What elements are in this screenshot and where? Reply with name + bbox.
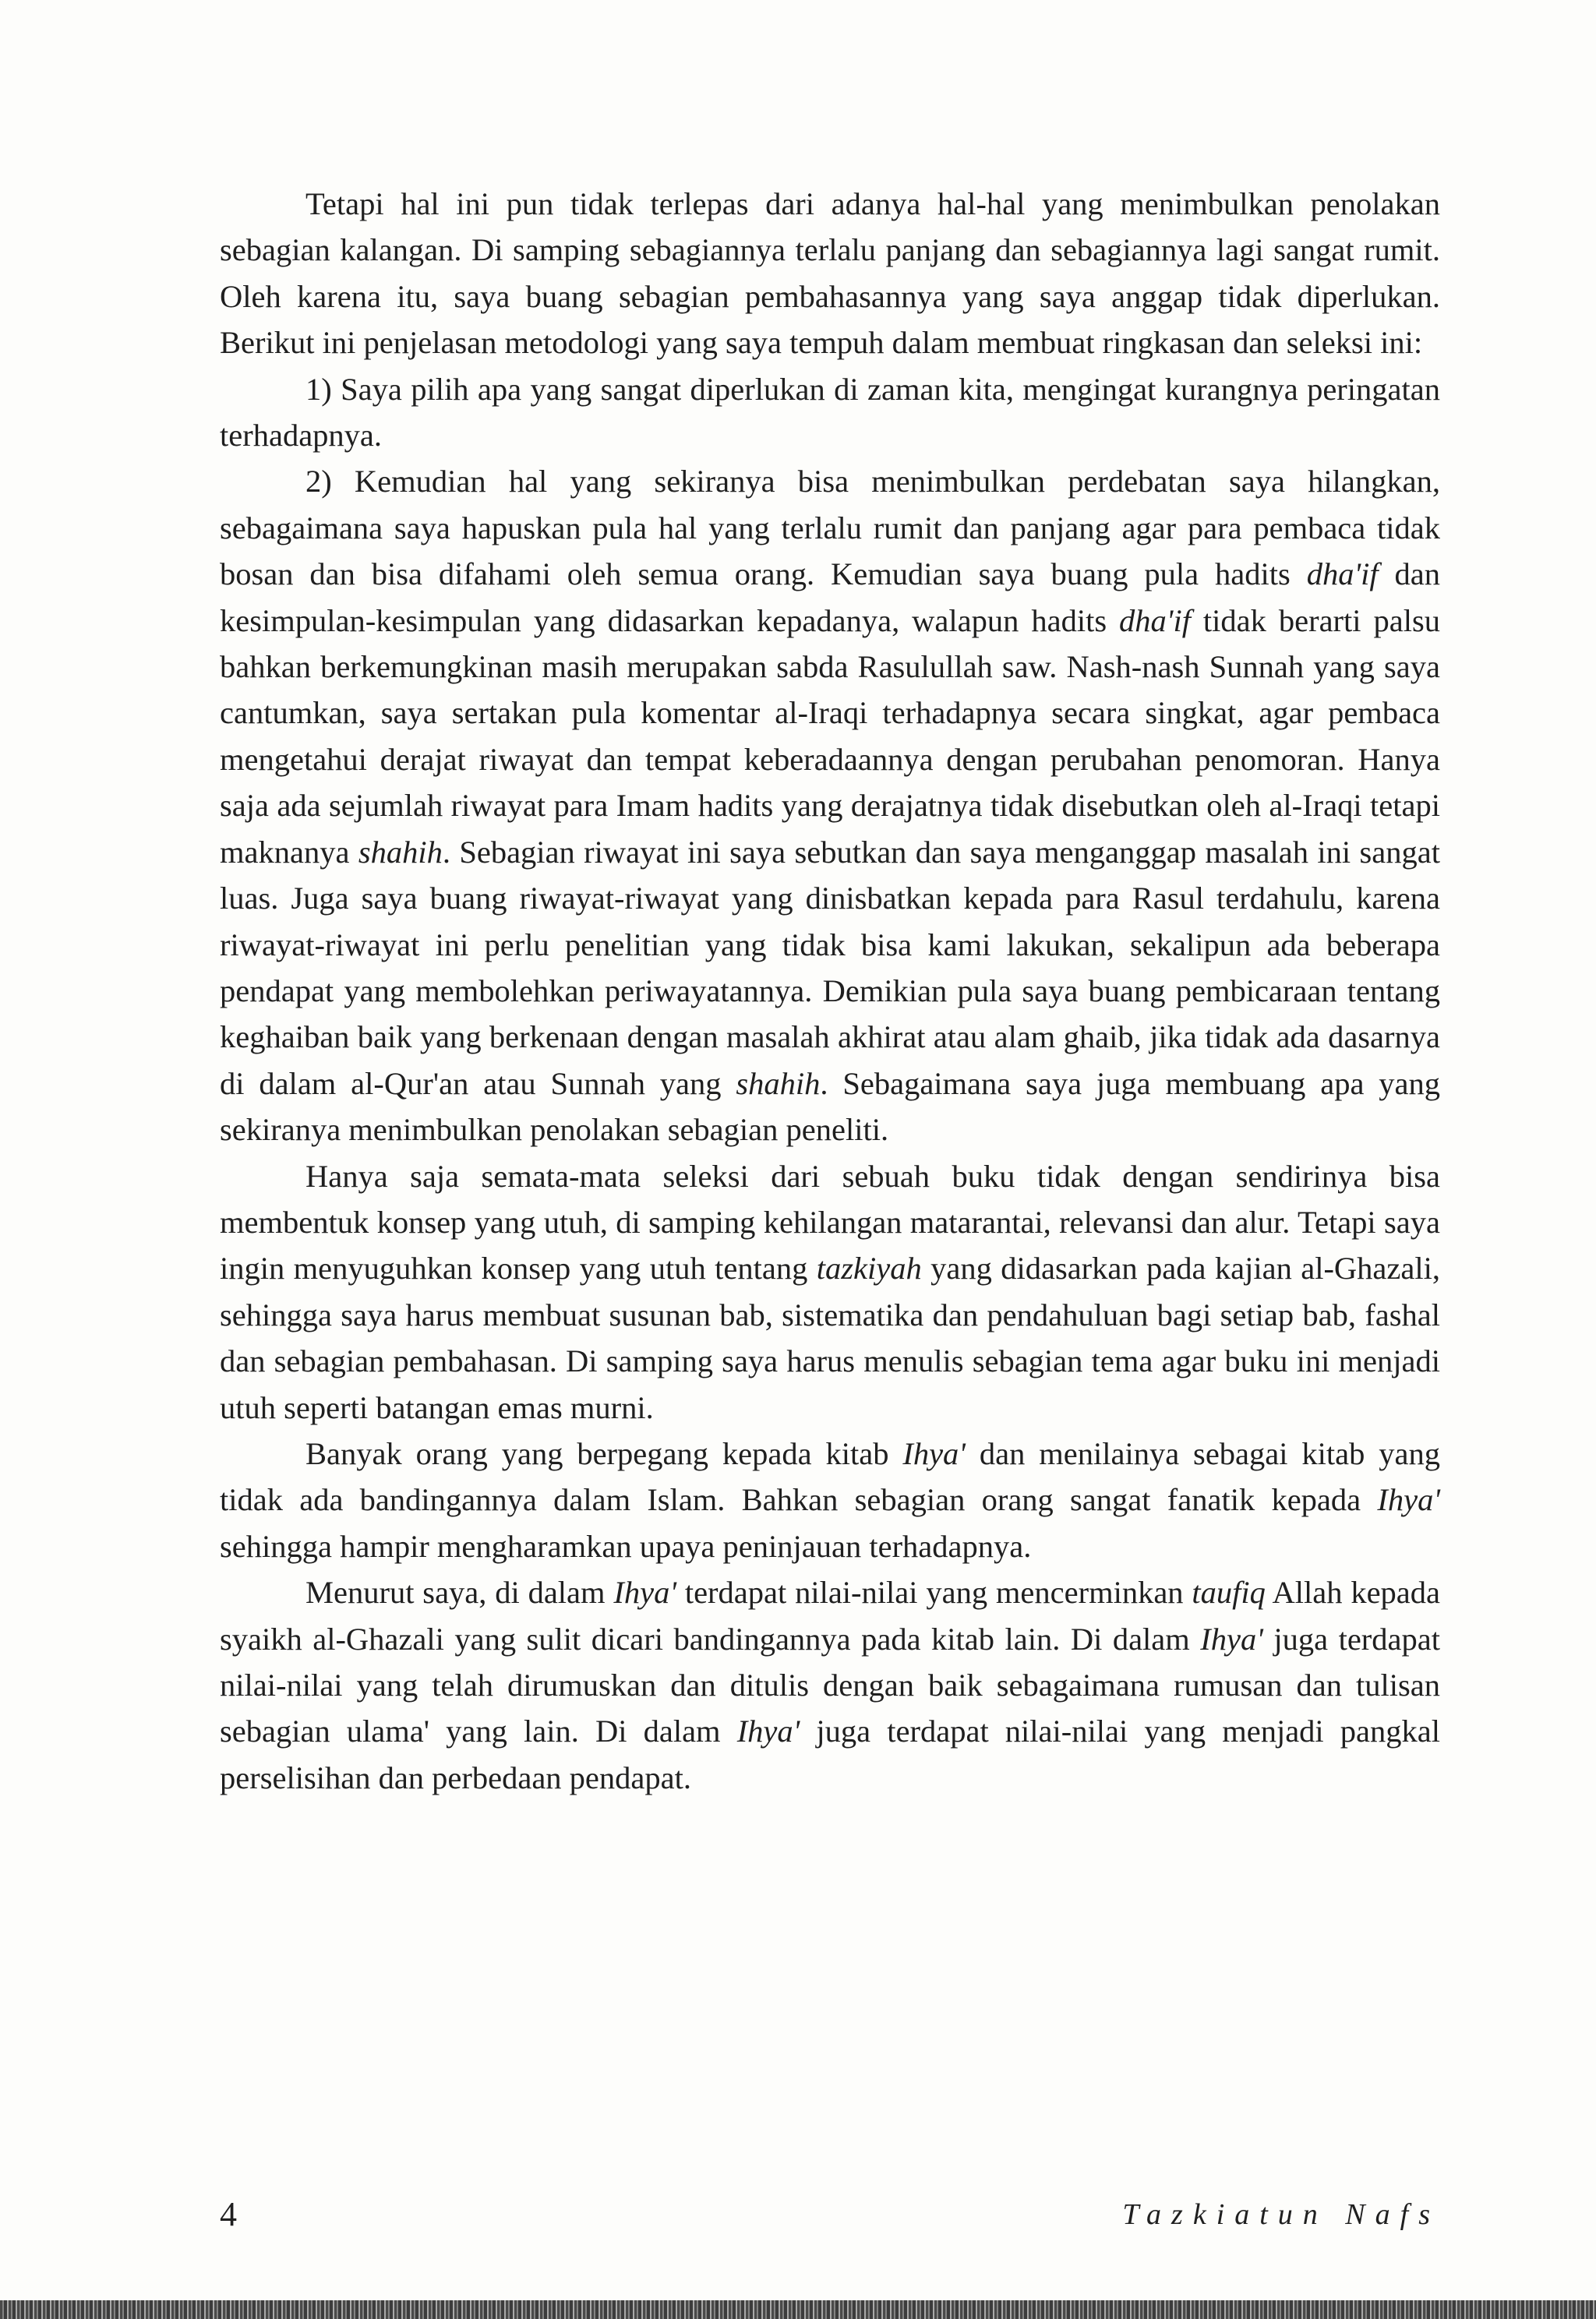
text-run: Menurut saya, di dalam (305, 1575, 614, 1611)
italic-term: dha'if (1306, 556, 1379, 592)
text-run: tidak berarti palsu bahkan berkemungkinan masih merupakan sabda Rasulullah saw. Nash-nash Sunnah yang saya cantumkan, saya sertakan pula komentar al-Iraqi terhadapnya secara singkat, agar pembaca mengetahui derajat riwayat dan tempat keberadaannya dengan perubahan penomoran. Hanya saja ada sejumlah riwayat para Imam hadits yang derajatnya tidak disebutkan oleh al-Iraqi tetapi maknanya (220, 602, 1440, 870)
italic-term: taufiq (1192, 1575, 1266, 1611)
italic-term: Ihya' (736, 1714, 800, 1749)
italic-term: shahih (736, 1065, 821, 1101)
text-run: juga terdapat nilai-nilai yang menjadi pangkal perselisihan dan perbedaan pendapat. (220, 1714, 1440, 1795)
paragraph (220, 458, 1440, 1152)
text-run: terdapat nilai-nilai yang mencerminkan (676, 1575, 1192, 1611)
text-run: 1) Saya pilih apa yang sangat diperlukan di zaman kita, mengingat kurangnya peringatan terhadapnya. (220, 371, 1440, 454)
paragraph (220, 181, 1440, 366)
italic-term: Ihya' (1377, 1482, 1440, 1518)
italic-term: Ihya' (1200, 1621, 1263, 1657)
text-run: juga terdapat nilai-nilai yang telah dirumuskan dan ditulis dengan baik sebagaimana rumusan dan tulisan sebagian ulama' yang lain. Di dalam (220, 1621, 1440, 1749)
italic-term: Ihya' (613, 1575, 676, 1611)
page-footer (220, 2191, 1440, 2238)
text-run: . Sebagian riwayat ini saya sebutkan dan saya menganggap masalah ini sangat luas. Juga saya buang riwayat-riwayat yang dinisbatkan kepada para Rasul terdahulu, karena riwayat-riwayat ini perlu penelitian yang tidak bisa kami lakukan, sekalipun ada beberapa pendapat yang membolehkan periwayatannya. Demikian pula saya buang pembicaraan tentang keghaiban baik yang berkenaan dengan masalah akhirat atau alam ghaib, jika tidak ada dasarnya di dalam al-Qur'an atau Sunnah yang (220, 834, 1440, 1101)
text-run: dan kesimpulan-kesimpulan yang didasarkan kepadanya, walapun hadits (220, 556, 1440, 638)
italic-term: Ihya' (902, 1435, 966, 1471)
italic-term: shahih (358, 834, 443, 870)
text-run: yang didasarkan pada kajian al-Ghazali, sehingga saya harus membuat susunan bab, sistematika dan pendahuluan bagi setiap bab, fashal dan sebagian pembahasan. Di samping saya harus menulis sebagian tema agar buku ini menjadi utuh seperti batangan emas murni. (220, 1251, 1440, 1425)
paragraph (220, 1431, 1440, 1569)
page-number: 4 (220, 2195, 237, 2233)
text-run: Allah kepada syaikh al-Ghazali yang sulit dicari bandingannya pada kitab lain. Di dalam (220, 1575, 1440, 1657)
text-run: . Sebagaimana saya juga membuang apa yang sekiranya menimbulkan penolakan sebagian peneliti. (220, 1065, 1440, 1148)
italic-term: tazkiyah (816, 1251, 922, 1287)
paragraph (220, 366, 1440, 459)
text-run: dan menilainya sebagai kitab yang tidak ada bandingannya dalam Islam. Bahkan sebagian orang sangat fanatik kepada (220, 1435, 1440, 1518)
italic-term: dha'if (1119, 602, 1191, 638)
text-run: Hanya saja semata-mata seleksi dari sebuah buku tidak dengan sendirinya bisa membentuk konsep yang utuh, di samping kehilangan matarantai, relevansi dan alur. Tetapi saya ingin menyuguhkan konsep yang utuh tentang (220, 1158, 1440, 1287)
running-title: Tazkiatun Nafs (1122, 2198, 1440, 2231)
paragraph (220, 1569, 1440, 1801)
page-body (220, 181, 1440, 1801)
text-run: Banyak orang yang berpegang kepada kitab (305, 1435, 903, 1471)
text-run: 2) Kemudian hal yang sekiranya bisa menimbulkan perdebatan saya hilangkan, sebagaimana saya hapuskan pula hal yang terlalu rumit dan panjang agar para pembaca tidak bosan dan bisa difahami oleh semua orang. Kemudian saya buang pula hadits (220, 464, 1440, 592)
text-run: Tetapi hal ini pun tidak terlepas dari adanya hal-hal yang menimbulkan penolakan sebagian kalangan. Di samping sebagiannya terlalu panjang dan sebagiannya lagi sangat rumit. Oleh karena itu, saya buang sebagian pembahasannya yang saya anggap tidak diperlukan. Berikut ini penjelasan metodologi yang saya tempuh dalam membuat ringkasan dan seleksi ini: (220, 186, 1440, 361)
scan-edge (0, 2300, 1596, 2319)
paragraph (220, 1153, 1440, 1431)
text-run: sehingga hampir mengharamkan upaya peninjauan terhadapnya. (220, 1528, 1032, 1564)
